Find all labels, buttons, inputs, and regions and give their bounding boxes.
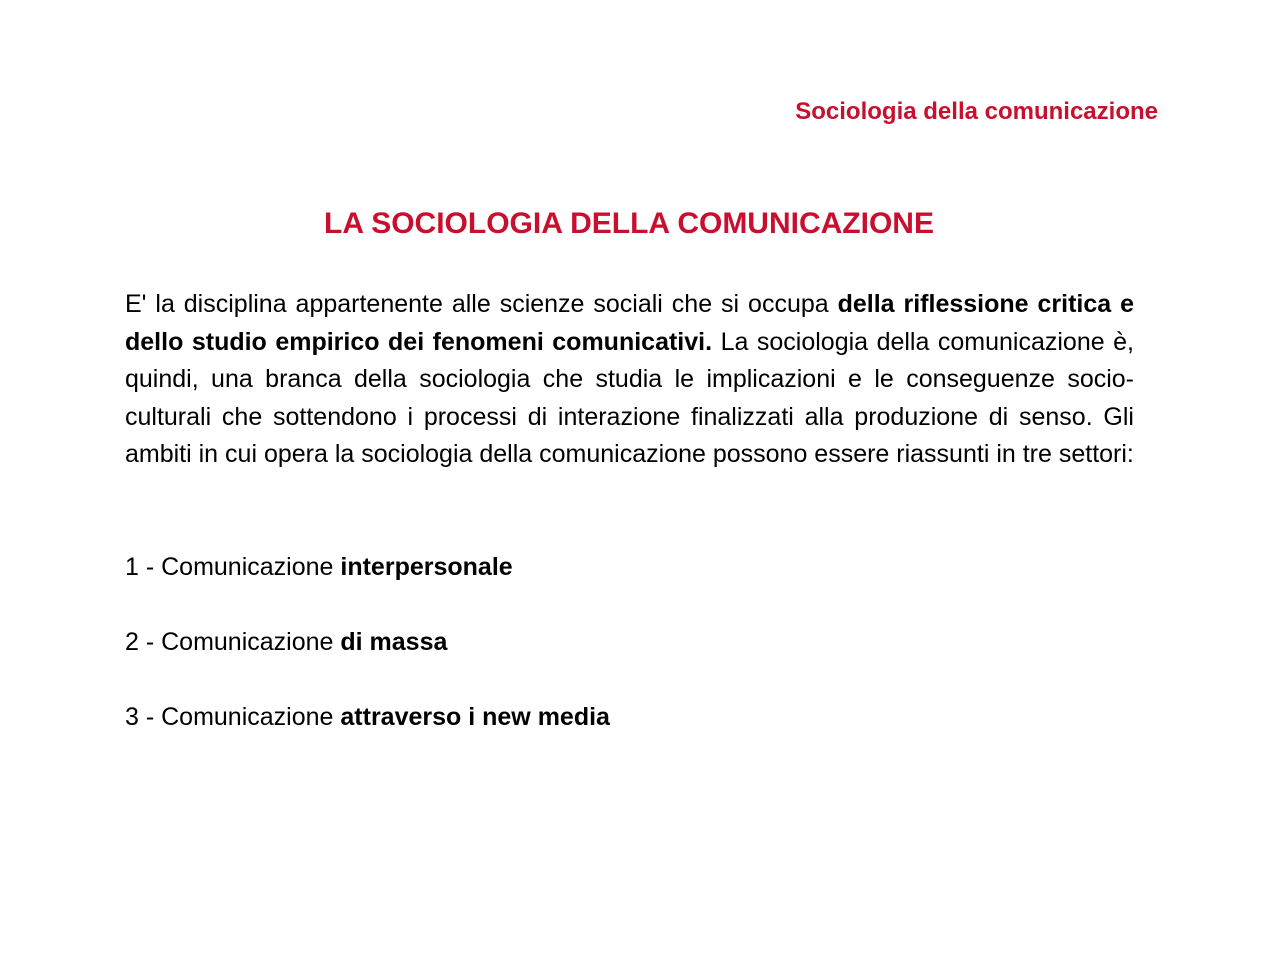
sector-prefix: 2 - Comunicazione bbox=[125, 628, 341, 656]
sector-name: attraverso i new media bbox=[340, 703, 610, 731]
list-item-sector-1 bbox=[125, 549, 513, 587]
sector-prefix: 3 - Comunicazione bbox=[125, 703, 341, 731]
paragraph-text-start: E' la disciplina appartenente alle scienze sociali che si occupa bbox=[125, 290, 838, 318]
paragraph-text-end: La sociologia della comunicazione è, quindi, una branca della sociologia che studia le implicazioni e le conseguenze socio-culturali che sottendono i processi di interazione finalizzati alla produzione di senso. Gli ambiti in cui opera la sociologia della comunicazione possono essere riassunti in tre settori: bbox=[125, 327, 1134, 468]
page-title: LA SOCIOLOGIA DELLA COMUNICAZIONE bbox=[324, 207, 934, 240]
course-title: Sociologia della comunicazione bbox=[795, 98, 1158, 125]
intro-paragraph bbox=[125, 286, 1134, 474]
paragraph-bold-text: della riflessione critica e dello studio empirico dei fenomeni comunicativi. bbox=[125, 290, 1134, 356]
list-item-sector-3 bbox=[125, 699, 610, 737]
sector-name: interpersonale bbox=[340, 553, 513, 581]
content-body bbox=[125, 286, 1134, 731]
list-item-sector-2 bbox=[125, 624, 447, 662]
sector-prefix: 1 - Comunicazione bbox=[125, 553, 341, 581]
sector-name: di massa bbox=[340, 628, 448, 656]
